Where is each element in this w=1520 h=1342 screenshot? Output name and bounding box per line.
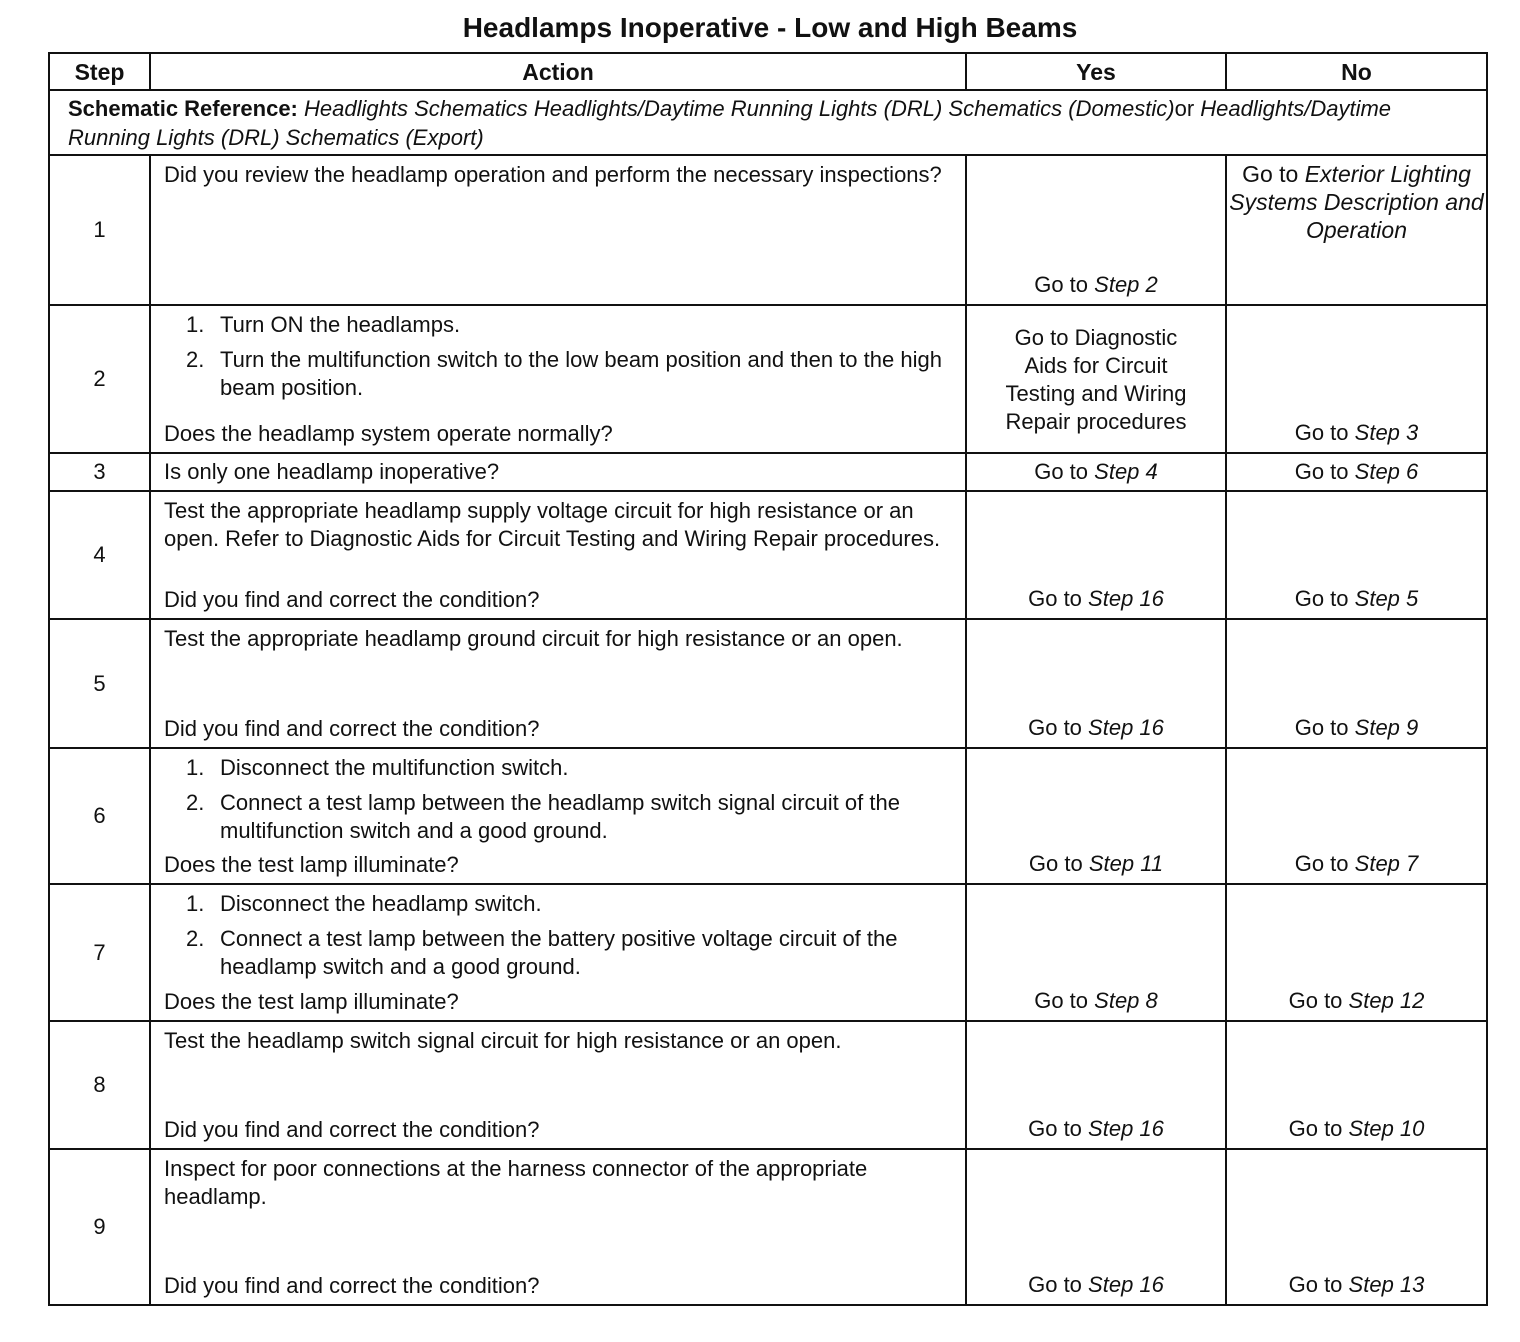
action-cell <box>150 884 966 1021</box>
no-cell <box>1226 619 1487 748</box>
yes-cell <box>966 748 1226 884</box>
list-item: 2. Connect a test lamp between the battery positive voltage circuit of the headlamp switch and a good ground. <box>186 926 898 979</box>
no-result: Go to Step 13 <box>1288 1272 1425 1297</box>
action-cell <box>150 305 966 453</box>
action-text: Test the headlamp switch signal circuit for high resistance or an open. <box>164 1028 842 1053</box>
yes-result: Go to Diagnostic Aids for Circuit Testing and Wiring Repair procedures <box>1005 325 1187 434</box>
no-result: Go to Step 9 <box>1294 715 1419 740</box>
schematic-reference-part2: Headlights/Daytime Running Lights (DRL) Schematics (Export) <box>68 96 1392 150</box>
no-cell <box>1226 155 1487 305</box>
yes-cell <box>966 305 1226 453</box>
no-result: Go to Step 12 <box>1288 988 1425 1013</box>
no-result: Go to Step 10 <box>1288 1116 1425 1141</box>
yes-cell <box>966 1149 1226 1305</box>
list-item: 2. Connect a test lamp between the headlamp switch signal circuit of the multifunction switch and a good ground. <box>186 790 900 843</box>
schematic-reference-row <box>49 90 1487 155</box>
action-cell <box>150 155 966 305</box>
yes-cell <box>966 453 1226 491</box>
schematic-reference-label: Schematic Reference: <box>68 96 298 121</box>
table-row <box>49 748 1487 884</box>
table-row <box>49 619 1487 748</box>
yes-result: Go to Step 16 <box>1028 715 1164 740</box>
action-cell <box>150 619 966 748</box>
table-row <box>49 453 1487 491</box>
table-row <box>49 491 1487 619</box>
schematic-reference-part1: Headlights Schematics Headlights/Daytime Running Lights (DRL) Schematics (Domestic) <box>304 96 1175 121</box>
no-cell <box>1226 453 1487 491</box>
yes-result: Go to Step 11 <box>1028 851 1164 876</box>
no-result: Go to Exterior Lighting Systems Description and Operation <box>1229 161 1484 243</box>
list-item: 1. Disconnect the headlamp switch. <box>186 891 542 916</box>
action-question: Does the test lamp illuminate? <box>164 989 459 1014</box>
yes-result: Go to Step 16 <box>1028 1116 1164 1141</box>
step-number: 1 <box>49 155 150 305</box>
step-number: 8 <box>49 1021 150 1149</box>
action-text: Inspect for poor connections at the harness connector of the appropriate headlamp. <box>164 1156 868 1209</box>
no-cell <box>1226 884 1487 1021</box>
step-number: 3 <box>49 453 150 491</box>
action-cell <box>150 748 966 884</box>
action-steps-list <box>164 311 953 402</box>
schematic-reference <box>49 90 1487 155</box>
header-row <box>49 53 1487 90</box>
list-item: 2. Turn the multifunction switch to the low beam position and then to the high beam position. <box>186 347 942 400</box>
header-step: Step <box>49 53 150 90</box>
action-question: Did you find and correct the condition? <box>164 1273 540 1298</box>
list-item: 1. Disconnect the multifunction switch. <box>186 755 569 780</box>
schematic-reference-or: or <box>1174 96 1195 121</box>
yes-cell <box>966 1021 1226 1149</box>
list-item: 1. Turn ON the headlamps. <box>186 312 461 337</box>
yes-cell <box>966 619 1226 748</box>
yes-result: Go to Step 8 <box>1034 988 1158 1013</box>
action-question: Does the test lamp illuminate? <box>164 852 459 877</box>
diagnostic-table <box>48 52 1488 1306</box>
action-question: Did you find and correct the condition? <box>164 716 540 741</box>
action-steps-list <box>164 754 953 845</box>
yes-cell <box>966 491 1226 619</box>
header-no: No <box>1226 53 1487 90</box>
action-question: Did you find and correct the condition? <box>164 1117 540 1142</box>
action-question: Did you find and correct the condition? <box>164 587 540 612</box>
yes-result: Go to Step 2 <box>1034 272 1158 297</box>
step-number: 5 <box>49 619 150 748</box>
no-result: Go to Step 5 <box>1294 586 1419 611</box>
no-result: Go to Step 6 <box>1294 459 1419 484</box>
table-row <box>49 305 1487 453</box>
yes-cell <box>966 884 1226 1021</box>
no-result: Go to Step 7 <box>1294 851 1419 876</box>
action-text: Test the appropriate headlamp supply voltage circuit for high resistance or an open. Refer to Diagnostic Aids for Circuit Testing and Wiring Repair procedures. <box>164 498 941 551</box>
action-text: Is only one headlamp inoperative? <box>164 459 500 484</box>
document-title: Headlamps Inoperative - Low and High Beams <box>462 12 1078 43</box>
step-number: 6 <box>49 748 150 884</box>
action-question: Does the headlamp system operate normally? <box>164 421 613 446</box>
yes-result: Go to Step 16 <box>1028 586 1164 611</box>
action-text: Test the appropriate headlamp ground circuit for high resistance or an open. <box>164 626 903 651</box>
action-cell <box>150 453 966 491</box>
yes-result: Go to Step 4 <box>1034 459 1158 484</box>
action-cell <box>150 491 966 619</box>
no-cell <box>1226 1149 1487 1305</box>
no-cell <box>1226 305 1487 453</box>
header-yes: Yes <box>966 53 1226 90</box>
no-cell <box>1226 1021 1487 1149</box>
no-result: Go to Step 3 <box>1294 420 1419 445</box>
step-number: 2 <box>49 305 150 453</box>
step-number: 7 <box>49 884 150 1021</box>
yes-result: Go to Step 16 <box>1028 1272 1164 1297</box>
action-cell <box>150 1149 966 1305</box>
table-row <box>49 155 1487 305</box>
no-cell <box>1226 491 1487 619</box>
action-text: Did you review the headlamp operation and perform the necessary inspections? <box>164 162 942 187</box>
action-cell <box>150 1021 966 1149</box>
yes-cell <box>966 155 1226 305</box>
step-number: 4 <box>49 491 150 619</box>
header-action: Action <box>150 53 966 90</box>
step-number: 9 <box>49 1149 150 1305</box>
table-row <box>49 884 1487 1021</box>
action-steps-list <box>164 890 953 981</box>
table-row <box>49 1149 1487 1305</box>
table-row <box>49 1021 1487 1149</box>
no-cell <box>1226 748 1487 884</box>
